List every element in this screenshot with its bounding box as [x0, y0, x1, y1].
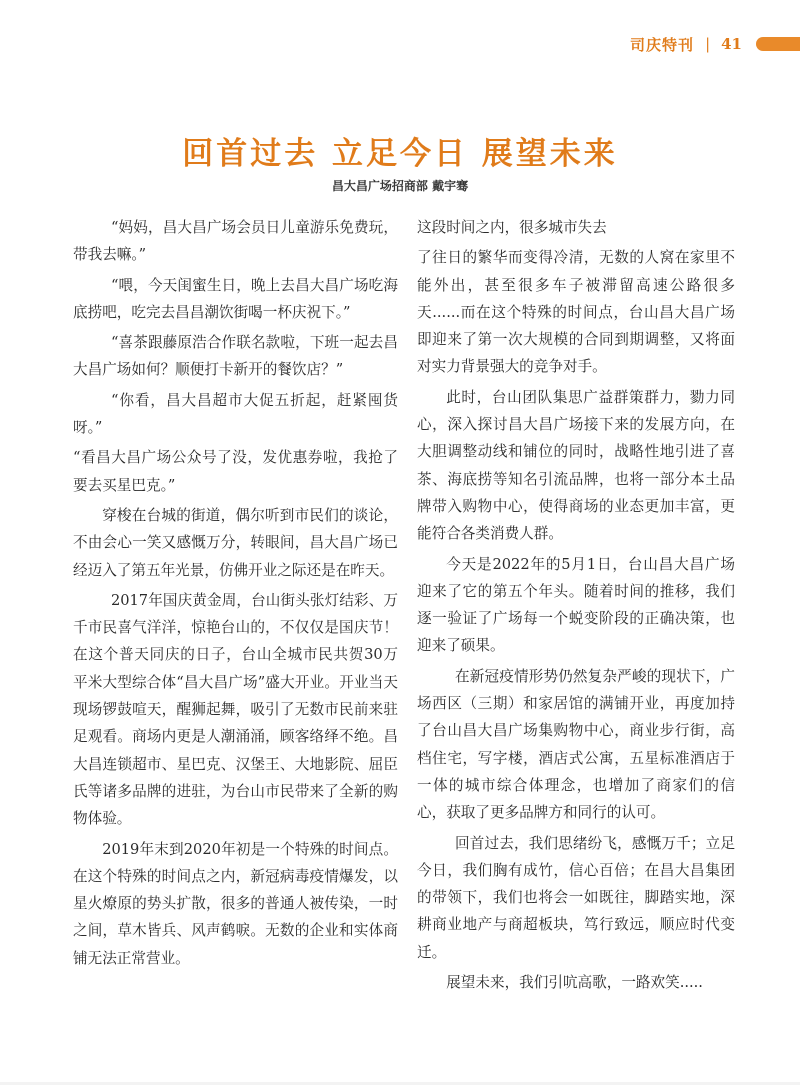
paragraph: 在新冠疫情形势仍然复杂严峻的现状下，广场西区（三期）和家居馆的满铺开业，再度加持了台山昌大昌广场集购物中心，商业步行街，高档住宅，写字楼，酒店式公寓，五星标准酒店于一体的城市综合体理念，也增加了商家们的信心，获取了更多品牌方和同行的认可。 [417, 667, 735, 822]
paragraph: 回首过去，我们思绪纷飞，感慨万千；立足今日，我们胸有成竹，信心百倍；在昌大昌集团的带领下，我们也将会一如既往，脚踏实地，深耕商业地产与商超板块，笃行致远，顺应时代变迁。 [417, 834, 735, 961]
paragraph: “看昌大昌广场公众号了没，发优惠券啦，我抢了要去买星巴克。” [73, 449, 398, 494]
page-tab-marker [756, 37, 800, 51]
header-separator: | [705, 35, 711, 53]
paragraph: “喜茶跟藤原浩合作联名款啦，下班一起去昌大昌广场如何？顺便打卡新开的餐饮店？” [73, 334, 398, 379]
publication-name: 司庆特刊 [630, 35, 695, 54]
paragraph: 这段时间之内，很多城市失去 [417, 219, 607, 236]
article-title: 回首过去 立足今日 展望未来 [182, 136, 618, 172]
left-column [73, 214, 398, 975]
article-author: 昌大昌广场招商部 戴宇骞 [331, 179, 469, 193]
paragraph: 穿梭在台城的街道，偶尔听到市民们的谈论，不由会心一笑又感慨万分，转眼间，昌大昌广场已经迈入了第五年光景，仿佛开业之际还是在昨天。 [73, 506, 398, 579]
page-number: 41 [721, 35, 742, 53]
paragraph: 2017年国庆黄金周，台山街头张灯结彩、万千市民喜气洋洋，惊艳台山的，不仅仅是国庆节！在这个普天同庆的日子，台山全城市民共贺30万平米大型综合体“昌大昌广场”盛大开业。开业当天现场锣鼓喧天，醒狮起舞，吸引了无数市民前来驻足观看。商场内更是人潮涌涌，顾客络绎不绝。昌大昌连锁超市、星巴克、汉堡王、大地影院、屈臣氏等诸多品牌的进驻，为台山市民带来了全新的购物体验。 [73, 591, 398, 828]
paragraph: 今天是2022年的5月1日，台山昌大昌广场迎来了它的第五个年头。随着时间的推移，我们逐一验证了广场每一个蜕变阶段的正确决策，也迎来了硕果。 [417, 555, 735, 655]
paragraph: 2019年末到2020年初是一个特殊的时间点。在这个特殊的时间点之内，新冠病毒疫情爆发，以星火燎原的势头扩散，很多的普通人被传染，一时之间，草木皆兵、风声鹤唳。无数的企业和实体商铺无法正常营业。 [73, 840, 398, 967]
paragraph: “妈妈，昌大昌广场会员日儿童游乐免费玩，带我去嘛。” [73, 219, 398, 264]
paragraph: 此时，台山团队集思广益群策群力，勠力同心，深入探讨昌大昌广场接下来的发展方向，在大胆调整动线和铺位的同时，战略性地引进了喜茶、海底捞等知名引流品牌，也将一部分本土品牌带入购物中心，使得商场的业态更加丰富，更能符合各类消费人群。 [417, 388, 735, 543]
paragraph: 了往日的繁华而变得冷清，无数的人窝在家里不能外出，甚至很多车子被滞留高速公路很多天......而在这个特殊的时间点，台山昌大昌广场即迎来了第一次大规模的合同到期调整，又将面对实力背景强大的竞争对手。 [417, 249, 735, 376]
paragraph: “喂，今天闺蜜生日，晚上去昌大昌广场吃海底捞吧，吃完去昌昌潮饮街喝一杯庆祝下。” [73, 276, 398, 321]
paragraph: 展望未来，我们引吭高歌，一路欢笑..... [446, 974, 703, 992]
paragraph: “你看，昌大昌超市大促五折起，赶紧囤货呀。” [73, 391, 398, 437]
page-header [630, 33, 800, 55]
right-column [417, 214, 735, 999]
